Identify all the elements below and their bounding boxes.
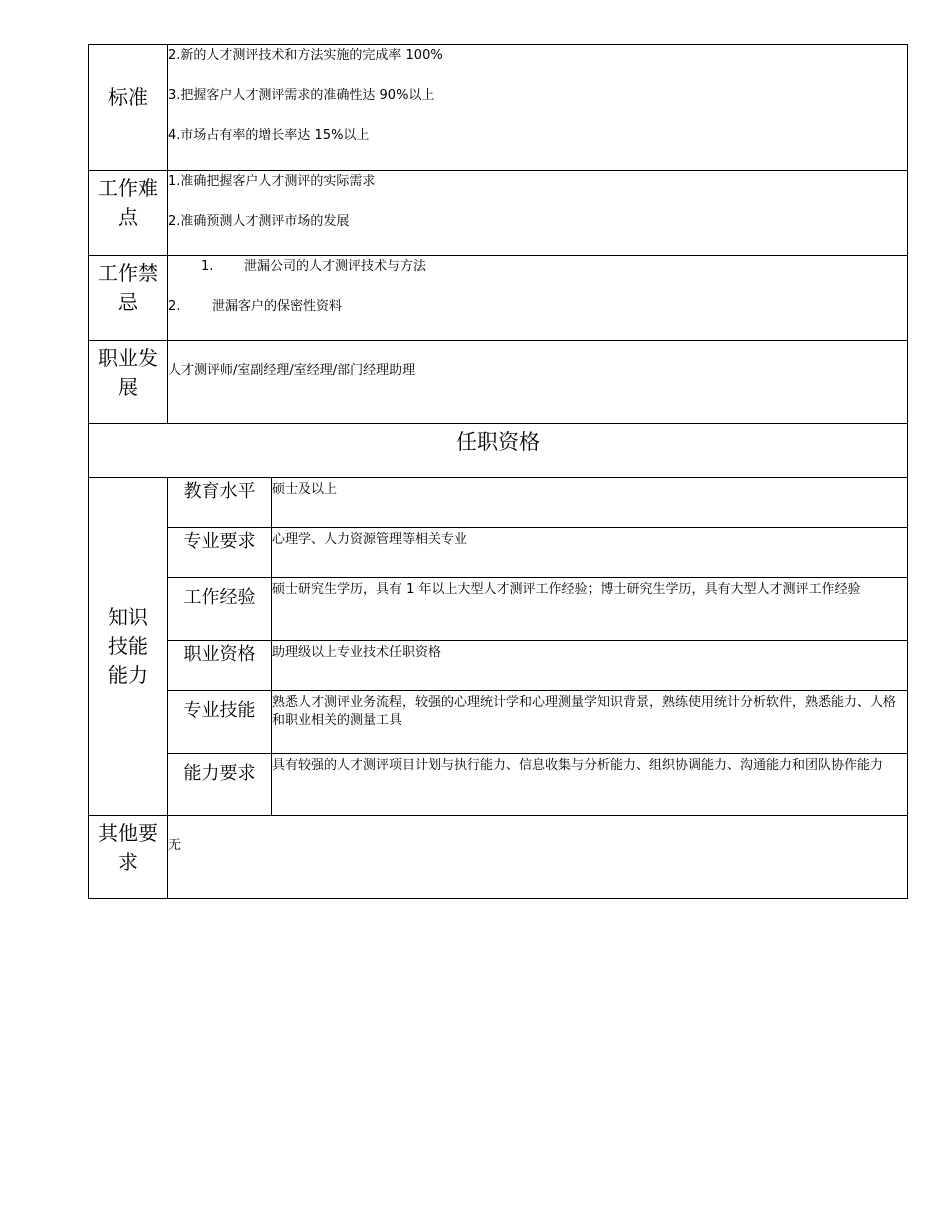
difficulties-label: 工作难点 <box>89 171 168 256</box>
qualification-value-abilities: 具有较强的人才测评项目计划与执行能力、信息收集与分析能力、组织协调能力、沟通能力和团队协作能力 <box>272 754 908 816</box>
taboo-item <box>168 258 907 276</box>
qualification-label-experience: 工作经验 <box>168 578 272 641</box>
standards-row <box>89 45 908 171</box>
qualification-row <box>89 578 908 641</box>
standards-label: 标准 <box>89 45 168 171</box>
qualification-label-certification: 职业资格 <box>168 641 272 691</box>
qualifications-title-row <box>89 424 908 478</box>
qualification-label-major: 专业要求 <box>168 528 272 578</box>
difficulties-line: 2.准确预测人才测评市场的发展 <box>168 214 350 229</box>
taboos-label: 工作禁忌 <box>89 256 168 341</box>
difficulties-row <box>89 171 908 256</box>
qualification-row <box>89 691 908 754</box>
difficulties-content <box>168 171 908 256</box>
taboo-number: 1. <box>201 259 214 274</box>
qualification-row <box>89 754 908 816</box>
qualification-row <box>89 641 908 691</box>
standards-line: 4.市场占有率的增长率达 15%以上 <box>168 128 370 143</box>
taboos-content <box>168 256 908 341</box>
career-row <box>89 341 908 424</box>
qualification-row <box>89 478 908 528</box>
standards-content <box>168 45 908 171</box>
taboos-row <box>89 256 908 341</box>
qualifications-title: 任职资格 <box>89 424 908 478</box>
career-content: 人才测评师/室副经理/室经理/部门经理助理 <box>168 341 908 424</box>
taboo-item <box>168 298 907 316</box>
qualification-value-education: 硕士及以上 <box>272 478 908 528</box>
qualification-label-education: 教育水平 <box>168 478 272 528</box>
qualifications-group-label: 知识技能能力 <box>89 478 168 816</box>
difficulties-line: 1.准确把握客户人才测评的实际需求 <box>168 174 376 189</box>
qualification-label-abilities: 能力要求 <box>168 754 272 816</box>
qualification-value-skills: 熟悉人才测评业务流程，较强的心理统计学和心理测量学知识背景，熟练使用统计分析软件，熟悉能力、人格和职业相关的测量工具 <box>272 691 908 754</box>
qualification-value-major: 心理学、人力资源管理等相关专业 <box>272 528 908 578</box>
other-content: 无 <box>168 816 908 899</box>
standards-line: 2.新的人才测评技术和方法实施的完成率 100% <box>168 48 443 63</box>
taboo-text: 泄漏客户的保密性资料 <box>212 299 343 314</box>
other-label: 其他要求 <box>89 816 168 899</box>
standards-line: 3.把握客户人才测评需求的准确性达 90%以上 <box>168 88 435 103</box>
career-label: 职业发展 <box>89 341 168 424</box>
taboo-text: 泄漏公司的人才测评技术与方法 <box>244 259 427 274</box>
qualification-label-skills: 专业技能 <box>168 691 272 754</box>
qualification-value-experience: 硕士研究生学历，具有 1 年以上大型人才测评工作经验；博士研究生学历，具有大型人才测评工作经验 <box>272 578 908 641</box>
other-row <box>89 816 908 899</box>
job-description-table <box>88 44 908 899</box>
qualification-value-certification: 助理级以上专业技术任职资格 <box>272 641 908 691</box>
taboo-number: 2. <box>168 299 181 314</box>
qualification-row <box>89 528 908 578</box>
